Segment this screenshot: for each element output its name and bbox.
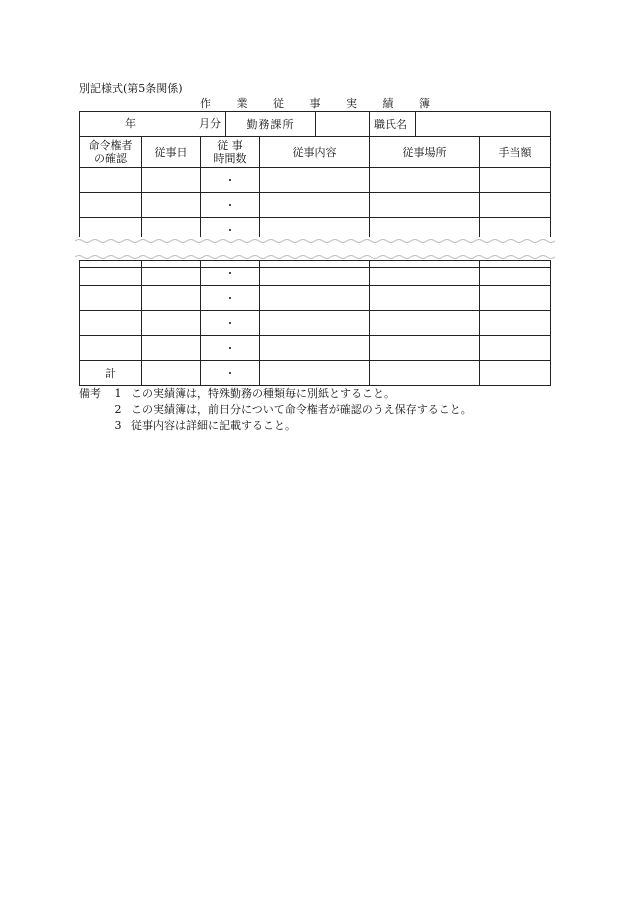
year-label: 年	[125, 117, 136, 130]
table-break	[75, 237, 555, 261]
cell[interactable]	[142, 261, 201, 286]
cell[interactable]	[480, 168, 551, 193]
title-char: 作	[200, 97, 211, 110]
col-allowance: 手当額	[480, 137, 551, 168]
table-row	[80, 286, 551, 311]
note-number: 3	[114, 419, 122, 432]
cell[interactable]	[260, 286, 370, 311]
cell[interactable]	[480, 286, 551, 311]
workplace-label: 勤務課所	[226, 112, 316, 137]
title-char: 績	[382, 97, 394, 110]
record-table-bottom	[79, 260, 551, 386]
cell[interactable]	[80, 336, 142, 361]
cell[interactable]	[480, 336, 551, 361]
title-char: 業	[236, 97, 248, 110]
total-row	[80, 361, 551, 386]
time-dot: ・	[201, 361, 260, 386]
table-row	[80, 168, 551, 193]
note-text: この実績簿は，前日分について命令権者が確認のうえ保存すること。	[131, 403, 472, 416]
cell[interactable]	[260, 336, 370, 361]
table-row	[80, 193, 551, 218]
note-number: 1	[114, 387, 122, 400]
total-label: 計	[80, 361, 142, 386]
cell[interactable]	[370, 336, 480, 361]
wave-break-icon	[75, 237, 555, 261]
cell[interactable]	[480, 361, 551, 386]
cell[interactable]	[80, 168, 142, 193]
cell[interactable]	[80, 193, 142, 218]
header-row-columns	[80, 137, 551, 168]
note-item	[79, 418, 472, 434]
note-text: 従事内容は詳細に記載すること。	[131, 419, 296, 432]
cell[interactable]	[80, 311, 142, 336]
cell[interactable]	[370, 286, 480, 311]
col-confirm: 命令権者 の確認	[80, 137, 142, 168]
note-text: この実績簿は，特殊勤務の種類毎に別紙とすること。	[131, 387, 395, 400]
time-dot: ・	[201, 193, 260, 218]
record-table-top	[79, 111, 551, 137]
cell[interactable]	[480, 193, 551, 218]
col-place: 従事場所	[370, 137, 480, 168]
title-char: 簿	[419, 97, 430, 110]
cell[interactable]	[370, 193, 480, 218]
cell[interactable]	[260, 261, 370, 286]
cell[interactable]	[142, 168, 201, 193]
cell[interactable]	[80, 261, 142, 286]
notes-label: 備考	[79, 387, 101, 400]
form-label: 別記様式(第5条関係)	[79, 82, 183, 95]
col-content: 従事内容	[260, 137, 370, 168]
time-dot: ・	[201, 218, 260, 243]
time-dot: ・	[201, 286, 260, 311]
note-item	[79, 402, 472, 418]
cell[interactable]	[370, 168, 480, 193]
table-row	[80, 336, 551, 361]
cell[interactable]	[142, 336, 201, 361]
header-row-period	[80, 112, 551, 137]
title-char: 実	[346, 97, 357, 110]
cell[interactable]	[142, 193, 201, 218]
notes	[79, 386, 472, 434]
workplace-value[interactable]	[316, 112, 370, 137]
time-dot: ・	[201, 311, 260, 336]
cell[interactable]	[480, 261, 551, 286]
cell[interactable]	[260, 168, 370, 193]
title-char: 従	[273, 97, 284, 110]
cell[interactable]	[142, 286, 201, 311]
note-item	[79, 386, 472, 402]
table-row	[80, 261, 551, 286]
cell[interactable]	[480, 311, 551, 336]
cell[interactable]	[260, 361, 370, 386]
col-hours: 従 事 時間数	[201, 137, 260, 168]
cell[interactable]	[370, 311, 480, 336]
time-dot: ・	[201, 261, 260, 286]
cell[interactable]	[80, 286, 142, 311]
year-month-cell[interactable]	[80, 112, 226, 137]
title-char: 事	[309, 97, 321, 110]
form-title	[200, 95, 430, 111]
note-number: 2	[114, 403, 122, 416]
cell[interactable]	[260, 311, 370, 336]
month-label: 月分	[199, 117, 221, 130]
table-row	[80, 311, 551, 336]
cell[interactable]	[370, 261, 480, 286]
name-label: 職氏名	[370, 112, 416, 137]
cell[interactable]	[260, 193, 370, 218]
col-date: 従事日	[142, 137, 201, 168]
cell[interactable]	[370, 361, 480, 386]
cell[interactable]	[142, 311, 201, 336]
name-value[interactable]	[416, 112, 551, 137]
time-dot: ・	[201, 336, 260, 361]
cell[interactable]	[142, 361, 201, 386]
time-dot: ・	[201, 168, 260, 193]
